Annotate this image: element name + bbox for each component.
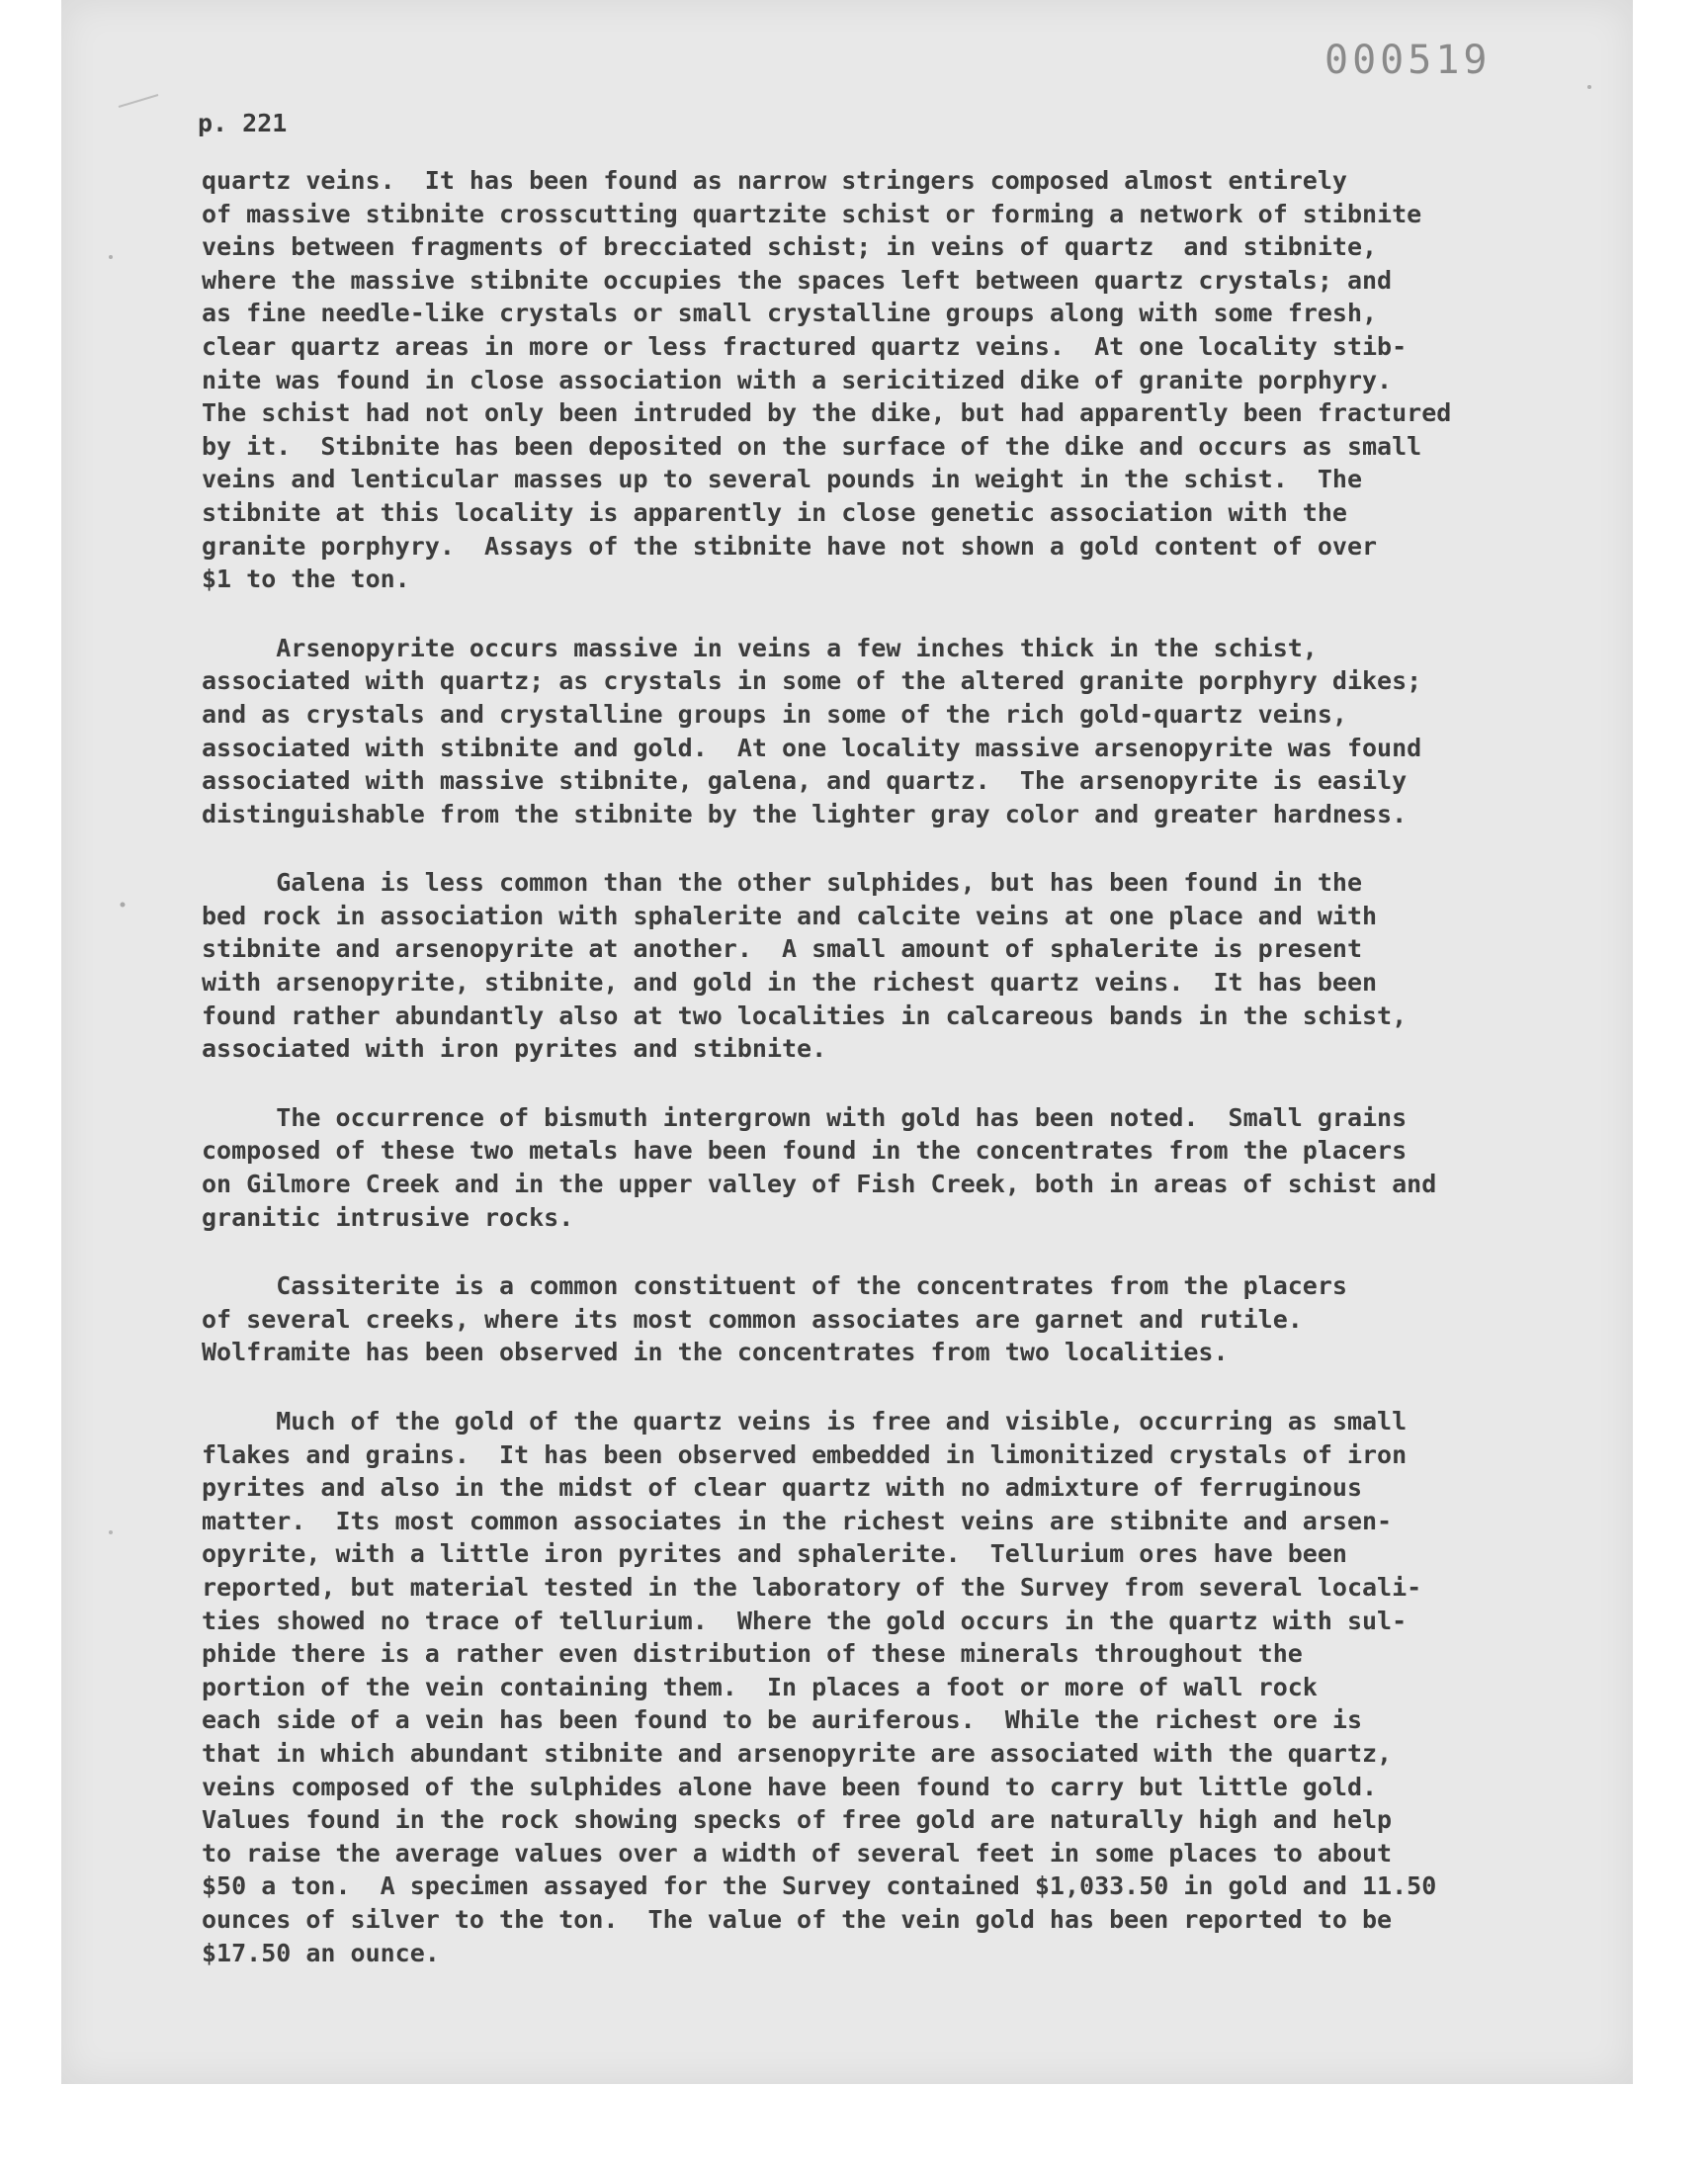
text-line: portion of the vein containing them. In places a foot or more of wall rock — [202, 1672, 1318, 1701]
text-line: granite porphyry. Assays of the stibnite have not shown a gold content of over — [202, 531, 1378, 561]
text-line: The occurrence of bismuth intergrown with gold has been noted. Small grains — [202, 1102, 1408, 1132]
paragraph — [202, 1101, 1605, 1234]
text-line: associated with massive stibnite, galena, and quartz. The arsenopyrite is easily — [202, 766, 1408, 796]
text-line: Much of the gold of the quartz veins is free and visible, occurring as small — [202, 1407, 1408, 1436]
text-line: ounces of silver to the ton. The value of the vein gold has been reported to be — [202, 1904, 1393, 1934]
text-line: with arsenopyrite, stibnite, and gold in the richest quartz veins. It has been — [202, 968, 1378, 998]
text-line: reported, but material tested in the laboratory of the Survey from several locali- — [202, 1572, 1422, 1602]
text-line: distinguishable from the stibnite by the lighter gray color and greater hardness. — [202, 799, 1408, 828]
text-line: matter. Its most common associates in the richest veins are stibnite and arsen- — [202, 1506, 1393, 1535]
text-line: Values found in the rock showing specks of free gold are naturally high and help — [202, 1805, 1393, 1835]
text-line: to raise the average values over a width of several feet in some places to about — [202, 1838, 1393, 1868]
text-line: that in which abundant stibnite and arsenopyrite are associated with the quartz, — [202, 1738, 1393, 1768]
text-line: Wolframite has been observed in the concentrates from two localities. — [202, 1338, 1229, 1367]
text-line: where the massive stibnite occupies the spaces left between quartz crystals; and — [202, 265, 1393, 295]
text-line: as fine needle-like crystals or small crystalline groups along with some fresh, — [202, 299, 1378, 328]
text-line: and as crystals and crystalline groups in some of the rich gold-quartz veins, — [202, 699, 1347, 729]
text-line: ties showed no trace of tellurium. Where the gold occurs in the quartz with sul- — [202, 1606, 1408, 1635]
text-line: The schist had not only been intruded by the dike, but had apparently been fractured — [202, 398, 1452, 428]
paragraph — [202, 632, 1605, 831]
text-line: flakes and grains. It has been observed embedded in limonitized crystals of iron — [202, 1439, 1408, 1469]
text-line: stibnite and arsenopyrite at another. A small amount of sphalerite is present — [202, 934, 1362, 964]
text-line: bed rock in association with sphalerite and calcite veins at one place and with — [202, 901, 1378, 930]
text-line: composed of these two metals have been found in the concentrates from the placers — [202, 1136, 1408, 1166]
text-line: pyrites and also in the midst of clear quartz with no admixture of ferruginous — [202, 1473, 1362, 1503]
text-line: found rather abundantly also at two localities in calcareous bands in the schist, — [202, 1000, 1408, 1030]
text-line: associated with quartz; as crystals in some of the altered granite porphyry dikes; — [202, 666, 1422, 696]
page-label: p. 221 — [198, 109, 288, 137]
text-line: of several creeks, where its most common associates are garnet and rutile. — [202, 1304, 1303, 1334]
text-line: clear quartz areas in more or less fractured quartz veins. At one locality stib- — [202, 331, 1408, 361]
text-line: associated with iron pyrites and stibnite. — [202, 1034, 827, 1064]
text-line: veins and lenticular masses up to several pounds in weight in the schist. The — [202, 465, 1362, 494]
text-line: of massive stibnite crosscutting quartzite schist or forming a network of stibnite — [202, 199, 1422, 228]
text-line: $50 a ton. A specimen assayed for the Survey contained $1,033.50 in gold and 11.50 — [202, 1871, 1437, 1901]
text-line: nite was found in close association with a sericitized dike of granite porphyry. — [202, 365, 1393, 394]
text-line: $1 to the ton. — [202, 565, 410, 594]
text-line: veins composed of the sulphides alone have been found to carry but little gold. — [202, 1772, 1378, 1801]
text-line: quartz veins. It has been found as narrow stringers composed almost entirely — [202, 166, 1347, 195]
body-text — [202, 164, 1605, 2005]
paragraph — [202, 164, 1605, 596]
text-line: veins between fragments of brecciated schist; in veins of quartz and stibnite, — [202, 232, 1378, 262]
text-line: $17.50 an ounce. — [202, 1938, 440, 1967]
text-line: opyrite, with a little iron pyrites and sphalerite. Tellurium ores have been — [202, 1539, 1347, 1569]
text-line: Galena is less common than the other sulphides, but has been found in the — [202, 868, 1362, 898]
text-line: each side of a vein has been found to be auriferous. While the richest ore is — [202, 1705, 1362, 1735]
text-line: associated with stibnite and gold. At one locality massive arsenopyrite was found — [202, 733, 1422, 762]
document-stamp-number: 000519 — [1324, 38, 1492, 83]
text-line: by it. Stibnite has been deposited on the surface of the dike and occurs as small — [202, 431, 1422, 461]
paragraph — [202, 866, 1605, 1066]
text-line: granitic intrusive rocks. — [202, 1202, 574, 1232]
text-line: stibnite at this locality is apparently in close genetic association with the — [202, 497, 1347, 527]
text-line: Arsenopyrite occurs massive in veins a few inches thick in the schist, — [202, 633, 1318, 662]
paragraph — [202, 1269, 1605, 1369]
text-line: phide there is a rather even distribution of these minerals throughout the — [202, 1639, 1303, 1669]
text-line: on Gilmore Creek and in the upper valley of Fish Creek, both in areas of schist and — [202, 1170, 1437, 1199]
paragraph — [202, 1405, 1605, 1969]
text-line: Cassiterite is a common constituent of the concentrates from the placers — [202, 1271, 1347, 1301]
